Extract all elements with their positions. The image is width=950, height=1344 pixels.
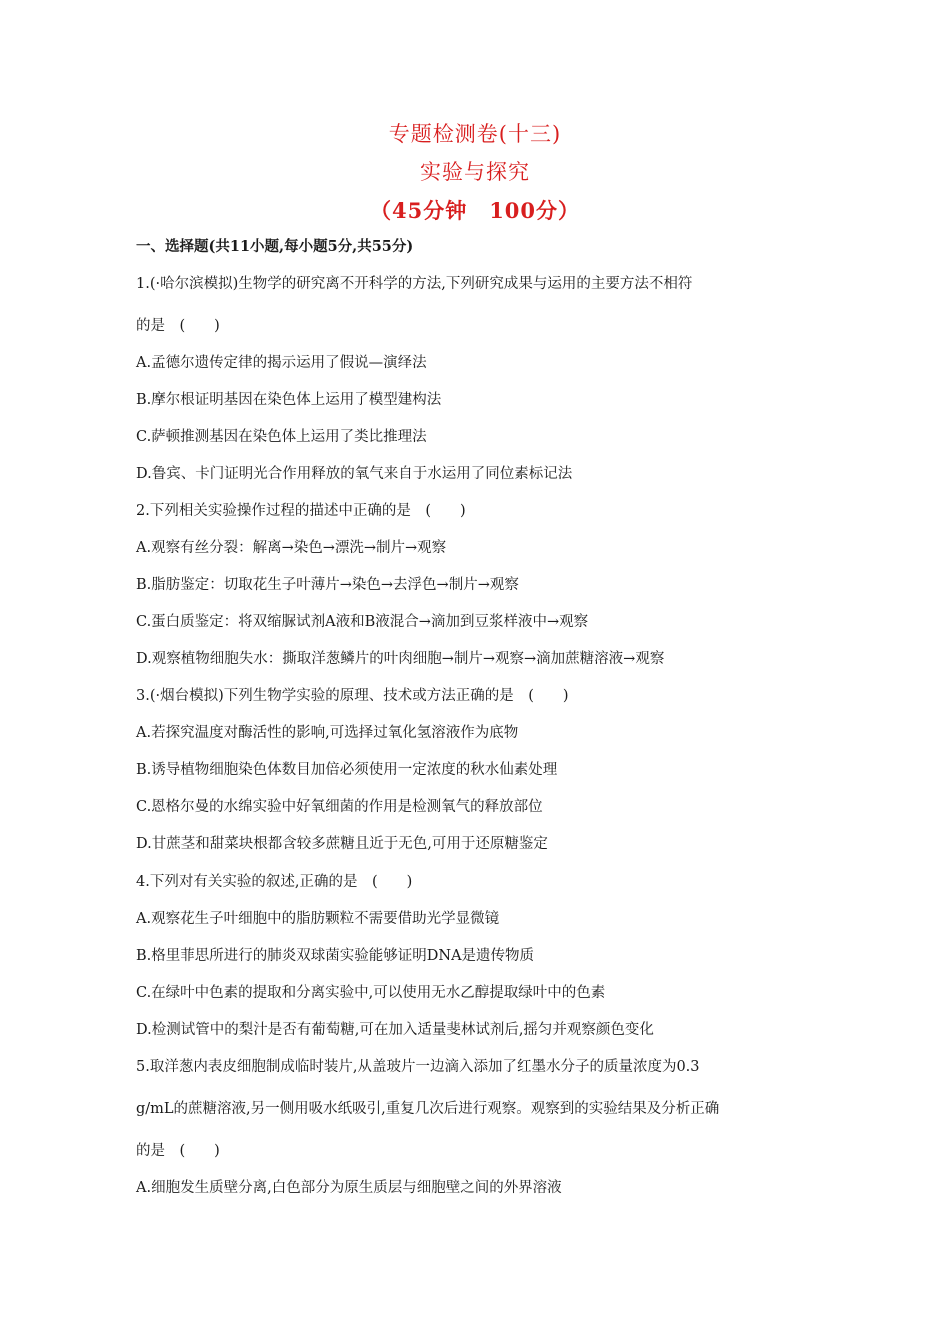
question-3-option-b: B.诱导植物细胞染色体数目加倍必须使用一定浓度的秋水仙素处理: [136, 762, 558, 778]
question-2-option-a: A.观察有丝分裂：解离→染色→漂洗→制片→观察: [136, 540, 447, 556]
question-1-option-c: C.萨顿推测基因在染色体上运用了类比推理法: [136, 429, 427, 445]
question-3-option-d: D.甘蔗茎和甜菜块根都含较多蔗糖且近于无色,可用于还原糖鉴定: [136, 836, 548, 852]
question-3-option-c: C.恩格尔曼的水绵实验中好氧细菌的作用是检测氧气的释放部位: [136, 799, 543, 815]
question-4-option-c: C.在绿叶中色素的提取和分离实验中,可以使用无水乙醇提取绿叶中的色素: [136, 985, 606, 1001]
question-2-stem: 2.下列相关实验操作过程的描述中正确的是 ( ): [136, 503, 466, 519]
question-2-option-b: B.脂肪鉴定：切取花生子叶薄片→染色→去浮色→制片→观察: [136, 577, 519, 593]
question-1-option-a: A.孟德尔遗传定律的揭示运用了假说—演绎法: [136, 355, 427, 371]
question-2-option-c: C.蛋白质鉴定：将双缩脲试剂A液和B液混合→滴加到豆浆样液中→观察: [136, 614, 589, 630]
question-3-stem: 3.(·烟台模拟)下列生物学实验的原理、技术或方法正确的是 ( ): [136, 688, 569, 704]
question-1-option-b: B.摩尔根证明基因在染色体上运用了模型建构法: [136, 392, 442, 408]
page-title: 专题检测卷(十三): [388, 122, 562, 146]
question-4-stem: 4.下列对有关实验的叙述,正确的是 ( ): [136, 874, 413, 890]
question-1-option-d: D.鲁宾、卡门证明光合作用释放的氧气来自于水运用了同位素标记法: [136, 466, 573, 482]
question-2-option-d: D.观察植物细胞失水：撕取洋葱鳞片的叶肉细胞→制片→观察→滴加蔗糖溶液→观察: [136, 651, 665, 667]
question-5-stem-line-1: 5.取洋葱内表皮细胞制成临时装片,从盖玻片一边滴入添加了红墨水分子的质量浓度为0.3: [136, 1059, 700, 1075]
question-5-option-a: A.细胞发生质壁分离,白色部分为原生质层与细胞壁之间的外界溶液: [136, 1180, 562, 1196]
section-heading: 一、选择题(共11小题,每小题5分,共55分): [136, 238, 414, 255]
question-4-option-d: D.检测试管中的梨汁是否有葡萄糖,可在加入适量斐林试剂后,摇匀并观察颜色变化: [136, 1022, 654, 1038]
page-subtitle: 实验与探究: [420, 160, 530, 184]
question-1-stem-line-1: 1.(·哈尔滨模拟)生物学的研究离不开科学的方法,下列研究成果与运用的主要方法不相符: [136, 276, 693, 292]
question-4-option-a: A.观察花生子叶细胞中的脂肪颗粒不需要借助光学显微镜: [136, 911, 500, 927]
question-5-stem-line-3: 的是 ( ): [136, 1143, 220, 1159]
question-5-stem-line-2: g/mL的蔗糖溶液,另一侧用吸水纸吸引,重复几次后进行观察。观察到的实验结果及分析正确: [136, 1101, 720, 1117]
question-4-option-b: B.格里菲思所进行的肺炎双球菌实验能够证明DNA是遗传物质: [136, 948, 535, 964]
question-1-stem-line-2: 的是 ( ): [136, 318, 220, 334]
time-score-note: （45分钟 100分）: [369, 198, 581, 223]
question-3-option-a: A.若探究温度对酶活性的影响,可选择过氧化氢溶液作为底物: [136, 725, 519, 741]
